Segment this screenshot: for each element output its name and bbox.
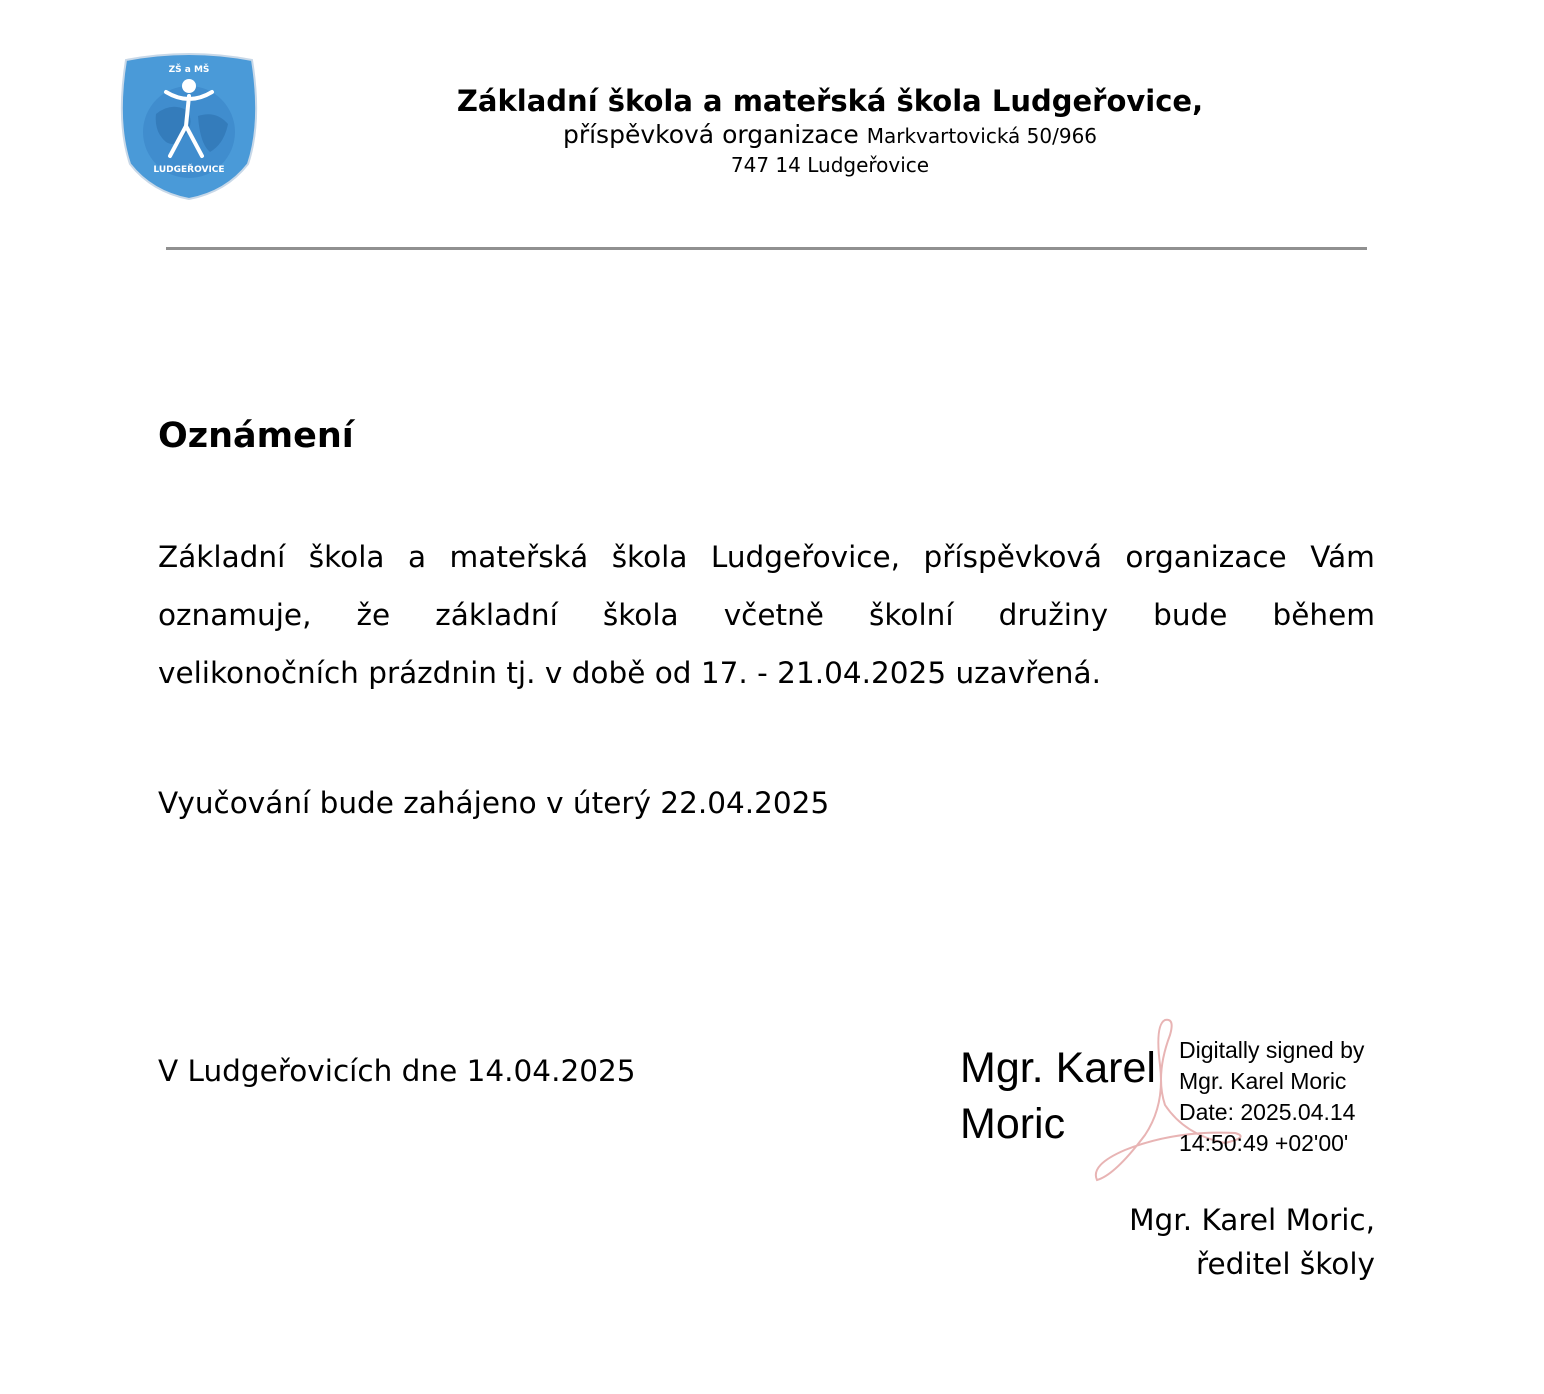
classes-start-text: Vyučování bude zahájeno v úterý 22.04.2025 — [158, 786, 830, 820]
word: oznamuje, — [158, 598, 312, 632]
paragraph-line-2 — [158, 586, 1375, 644]
digital-signature-name — [960, 1040, 1156, 1152]
word: že — [356, 598, 391, 632]
school-name: Základní škola a mateřská škola Ludgeřovice, — [456, 84, 1204, 118]
logo-top-text: ZŠ a MŠ — [168, 65, 210, 75]
sig-name-line-1: Mgr. Karel — [960, 1044, 1156, 1092]
paragraph-line-3: velikonočních prázdnin tj. v době od 17. - 21.04.2025 uzavřená. — [158, 656, 1101, 690]
word: a — [407, 540, 427, 574]
word: základní — [435, 598, 558, 632]
sig-name-line-2: Moric — [960, 1100, 1066, 1148]
notice-title: Oznámení — [158, 416, 354, 456]
word: Základní — [158, 540, 286, 574]
school-org-line — [330, 120, 1330, 149]
logo-bottom-text: LUDGEŘOVICE — [153, 165, 225, 175]
word: škola — [611, 540, 688, 574]
sig-info-line: Digitally signed by — [1179, 1037, 1365, 1063]
logo-figure-head — [182, 79, 196, 93]
school-logo — [116, 52, 262, 200]
word: školní — [869, 598, 954, 632]
word: Ludgeřovice, — [710, 540, 901, 574]
sig-info-line: 14:50:49 +02'00' — [1179, 1130, 1349, 1156]
signer-name: Mgr. Karel Moric, — [1129, 1203, 1375, 1237]
org-type: příspěvková organizace — [562, 120, 859, 149]
sig-info-line: Date: 2025.04.14 — [1179, 1099, 1356, 1125]
place-and-date: V Ludgeřovicích dne 14.04.2025 — [158, 1054, 636, 1088]
word: Vám — [1310, 540, 1375, 574]
notice-paragraph — [158, 528, 1375, 702]
word: organizace — [1125, 540, 1287, 574]
word: během — [1272, 598, 1375, 632]
word: včetně — [723, 598, 824, 632]
word: škola — [308, 540, 385, 574]
header-divider — [166, 247, 1367, 250]
digital-signature-info — [1179, 1035, 1364, 1159]
word: bude — [1153, 598, 1228, 632]
sig-info-line: Mgr. Karel Moric — [1179, 1068, 1347, 1094]
word: škola — [602, 598, 679, 632]
signer-block — [1129, 1198, 1375, 1286]
word: mateřská — [449, 540, 589, 574]
street-address: Markvartovická 50/966 — [866, 124, 1098, 148]
signer-role: ředitel školy — [1196, 1247, 1375, 1281]
paragraph-line-1 — [158, 528, 1375, 586]
word: družiny — [998, 598, 1109, 632]
city-address: 747 14 Ludgeřovice — [730, 153, 930, 177]
word: příspěvková — [923, 540, 1102, 574]
